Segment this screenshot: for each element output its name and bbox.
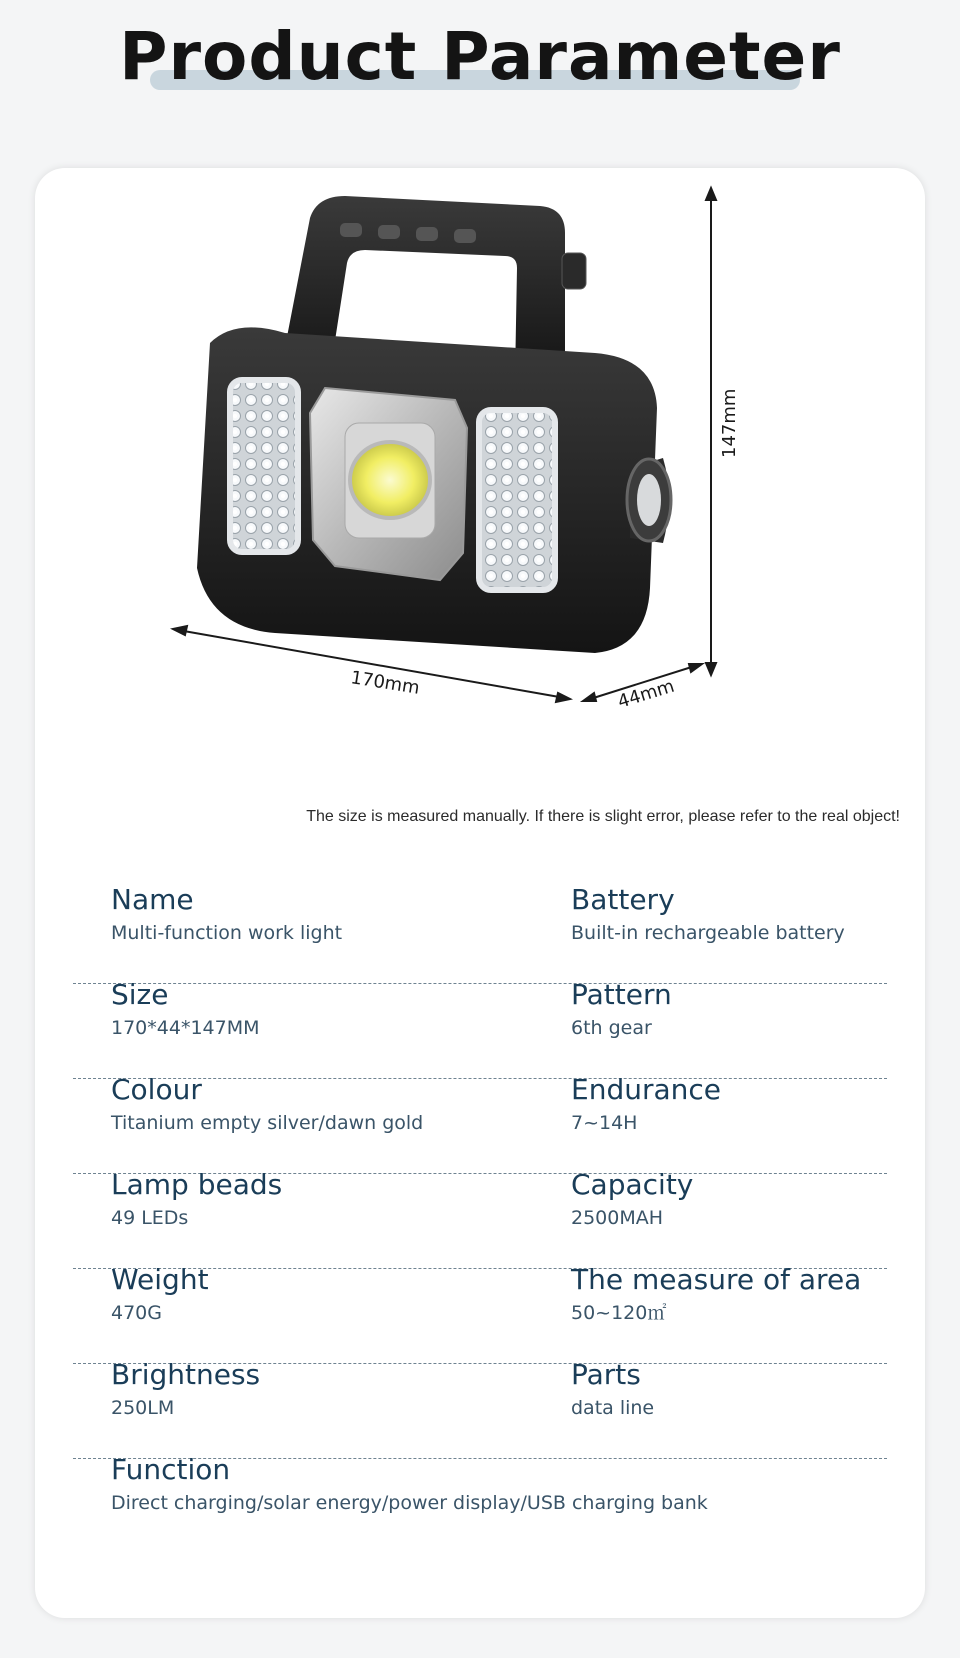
spec-value: Built-in rechargeable battery (571, 922, 845, 944)
spec-value: Multi-function work light (111, 922, 343, 944)
measurement-note: The size is measured manually. If there is slight error, please refer to the real object! (306, 808, 900, 825)
spec-brightness (111, 1358, 260, 1420)
spec-weight (111, 1263, 209, 1325)
spec-label: Brightness (111, 1358, 261, 1391)
page-title: Product Parameter (119, 18, 841, 95)
height-label: 147mm (719, 388, 740, 458)
spec-label: Name (111, 883, 194, 916)
spec-lamp-beads (111, 1168, 282, 1230)
handle-grip-4 (454, 229, 476, 243)
page-header (0, 0, 960, 120)
spec-label: Lamp beads (111, 1168, 283, 1201)
spec-label: The measure of area (571, 1263, 862, 1296)
spec-battery (571, 883, 845, 945)
cob-led (350, 442, 430, 518)
product-card (35, 168, 925, 1618)
spec-label: Endurance (571, 1073, 721, 1106)
depth-label: 44mm (615, 675, 677, 713)
spec-label: Battery (571, 883, 675, 916)
spec-value: 170*44*147MM (111, 1017, 260, 1039)
product-illustration (35, 168, 925, 788)
spec-value: 2500MAH (571, 1207, 664, 1229)
spec-row (73, 978, 887, 1079)
spec-endurance (571, 1073, 721, 1135)
spec-value: Direct charging/solar energy/power display/USB charging bank (111, 1492, 708, 1514)
spec-row (73, 1358, 887, 1459)
right-led-panel (479, 410, 555, 590)
spec-label: Weight (111, 1263, 209, 1296)
spec-parts (571, 1358, 654, 1420)
spec-pattern (571, 978, 672, 1040)
spec-row (73, 1168, 887, 1269)
spec-label: Parts (571, 1358, 641, 1391)
handle-grip-3 (416, 227, 438, 241)
spec-value: 6th gear (571, 1017, 652, 1039)
spec-label: Pattern (571, 978, 672, 1011)
width-label: 170mm (349, 667, 422, 699)
spec-value: 49 LEDs (111, 1207, 189, 1229)
spec-value: 250LM (111, 1397, 175, 1419)
spec-row (73, 1073, 887, 1174)
left-led-panel (230, 380, 298, 552)
spec-value: 470G (111, 1302, 162, 1324)
spec-size (111, 978, 260, 1040)
spec-label: Size (111, 978, 169, 1011)
height-dimension (706, 188, 716, 675)
spec-value: 50~120㎡ (571, 1302, 667, 1324)
spec-value: 7~14H (571, 1112, 638, 1134)
spec-value: Titanium empty silver/dawn gold (111, 1112, 424, 1134)
spec-value: data line (571, 1397, 655, 1419)
spec-label: Colour (111, 1073, 202, 1106)
spec-row (73, 883, 887, 984)
handle-grip-2 (378, 225, 400, 239)
spec-row (73, 1263, 887, 1364)
spec-capacity (571, 1168, 693, 1230)
spec-label: Function (111, 1453, 231, 1486)
spec-function (111, 1453, 708, 1515)
handle-grip-1 (340, 223, 362, 237)
spec-area (571, 1263, 861, 1325)
spec-colour (111, 1073, 423, 1135)
spec-row (73, 1453, 887, 1553)
power-button (562, 253, 586, 289)
spec-label: Capacity (571, 1168, 694, 1201)
spec-name (111, 883, 342, 945)
